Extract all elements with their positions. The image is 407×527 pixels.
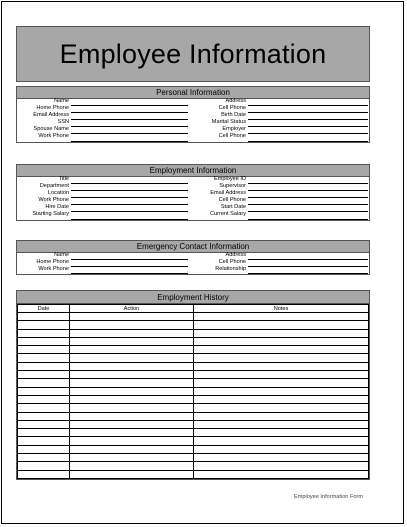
field-label: Address bbox=[225, 252, 246, 258]
field-row bbox=[193, 212, 369, 219]
field-row bbox=[17, 134, 193, 141]
field-label: Title bbox=[58, 176, 69, 182]
table-row bbox=[18, 371, 369, 379]
employment-information-heading: Employment Information bbox=[17, 165, 369, 177]
field-label: Name bbox=[54, 98, 69, 104]
field-label: Relationship bbox=[215, 266, 246, 273]
table-row bbox=[18, 445, 369, 453]
field-label: Work Phone bbox=[38, 133, 69, 140]
table-row bbox=[18, 470, 369, 478]
action-cell[interactable] bbox=[70, 395, 194, 403]
employment-left-column bbox=[17, 177, 193, 220]
field-label: Employer bbox=[222, 126, 246, 133]
notes-cell[interactable] bbox=[194, 313, 369, 321]
table-row bbox=[18, 354, 369, 362]
field-row bbox=[17, 212, 193, 219]
personal-right-column bbox=[193, 99, 369, 142]
action-cell[interactable] bbox=[70, 445, 194, 453]
action-cell[interactable] bbox=[70, 329, 194, 337]
table-row bbox=[18, 379, 369, 387]
employment-information-section bbox=[16, 164, 370, 221]
history-col-notes: Notes bbox=[194, 305, 369, 313]
history-col-date: Date bbox=[18, 305, 70, 313]
action-cell[interactable] bbox=[70, 437, 194, 445]
notes-cell[interactable] bbox=[194, 346, 369, 354]
field-label: Department bbox=[39, 183, 69, 190]
notes-cell[interactable] bbox=[194, 362, 369, 370]
date-cell[interactable] bbox=[18, 379, 70, 387]
personal-information-section bbox=[16, 86, 370, 143]
notes-cell[interactable] bbox=[194, 429, 369, 437]
notes-cell[interactable] bbox=[194, 321, 369, 329]
table-row bbox=[18, 395, 369, 403]
field-label: Birth Date bbox=[221, 112, 246, 119]
action-cell[interactable] bbox=[70, 420, 194, 428]
table-row bbox=[18, 337, 369, 345]
field-label: Marital Status bbox=[211, 119, 246, 126]
action-cell[interactable] bbox=[70, 313, 194, 321]
field-label: Cell Phone bbox=[218, 197, 246, 204]
notes-cell[interactable] bbox=[194, 420, 369, 428]
field-entry-line[interactable] bbox=[71, 273, 188, 274]
field-label: Location bbox=[47, 190, 69, 197]
notes-cell[interactable] bbox=[194, 445, 369, 453]
notes-cell[interactable] bbox=[194, 412, 369, 420]
field-row bbox=[17, 267, 193, 274]
field-entry-line[interactable] bbox=[71, 219, 188, 220]
field-label: Work Phone bbox=[38, 266, 69, 273]
table-row bbox=[18, 387, 369, 395]
date-cell[interactable] bbox=[18, 404, 70, 412]
table-row bbox=[18, 329, 369, 337]
field-label: Work Phone bbox=[38, 197, 69, 204]
field-label: Name bbox=[54, 252, 69, 258]
date-cell[interactable] bbox=[18, 437, 70, 445]
date-cell[interactable] bbox=[18, 329, 70, 337]
date-cell[interactable] bbox=[18, 462, 70, 470]
history-header-row bbox=[18, 305, 369, 313]
date-cell[interactable] bbox=[18, 313, 70, 321]
notes-cell[interactable] bbox=[194, 462, 369, 470]
personal-fields bbox=[17, 99, 369, 142]
action-cell[interactable] bbox=[70, 470, 194, 478]
notes-cell[interactable] bbox=[194, 354, 369, 362]
emergency-contact-heading: Emergency Contact Information bbox=[17, 241, 369, 253]
field-label: Address bbox=[225, 98, 246, 104]
table-row bbox=[18, 420, 369, 428]
date-cell[interactable] bbox=[18, 412, 70, 420]
employment-history-table bbox=[17, 304, 369, 479]
table-row bbox=[18, 454, 369, 462]
field-label: SSN bbox=[57, 119, 69, 126]
history-body bbox=[18, 313, 369, 479]
table-row bbox=[18, 313, 369, 321]
field-row bbox=[193, 106, 369, 113]
notes-cell[interactable] bbox=[194, 329, 369, 337]
action-cell[interactable] bbox=[70, 412, 194, 420]
action-cell[interactable] bbox=[70, 346, 194, 354]
action-cell[interactable] bbox=[70, 371, 194, 379]
date-cell[interactable] bbox=[18, 445, 70, 453]
table-row bbox=[18, 429, 369, 437]
field-label: Home Phone bbox=[36, 105, 69, 112]
field-entry-line[interactable] bbox=[248, 219, 368, 220]
field-row bbox=[193, 267, 369, 274]
date-cell[interactable] bbox=[18, 346, 70, 354]
date-cell[interactable] bbox=[18, 321, 70, 329]
field-row bbox=[17, 113, 193, 120]
table-row bbox=[18, 404, 369, 412]
field-row bbox=[193, 134, 369, 141]
notes-cell[interactable] bbox=[194, 395, 369, 403]
field-row bbox=[193, 120, 369, 127]
field-row bbox=[17, 184, 193, 191]
date-cell[interactable] bbox=[18, 387, 70, 395]
date-cell[interactable] bbox=[18, 371, 70, 379]
date-cell[interactable] bbox=[18, 395, 70, 403]
form-page bbox=[1, 1, 404, 524]
emergency-fields bbox=[17, 253, 369, 274]
field-row bbox=[193, 198, 369, 205]
table-row bbox=[18, 346, 369, 354]
table-row bbox=[18, 321, 369, 329]
action-cell[interactable] bbox=[70, 454, 194, 462]
table-row bbox=[18, 412, 369, 420]
notes-cell[interactable] bbox=[194, 470, 369, 478]
field-label: Current Salary bbox=[209, 211, 246, 218]
notes-cell[interactable] bbox=[194, 437, 369, 445]
field-entry-line[interactable] bbox=[248, 273, 368, 274]
personal-left-column bbox=[17, 99, 193, 142]
notes-cell[interactable] bbox=[194, 379, 369, 387]
table-row bbox=[18, 462, 369, 470]
field-row bbox=[17, 198, 193, 205]
notes-cell[interactable] bbox=[194, 371, 369, 379]
field-label: Starting Salary bbox=[32, 211, 69, 218]
field-label: Spouse Name bbox=[33, 126, 69, 133]
date-cell[interactable] bbox=[18, 362, 70, 370]
emergency-contact-section bbox=[16, 240, 370, 275]
form-title: Employee Information bbox=[16, 26, 370, 82]
field-entry-line[interactable] bbox=[71, 141, 188, 142]
action-cell[interactable] bbox=[70, 429, 194, 437]
emergency-left-column bbox=[17, 253, 193, 274]
employment-history-heading: Employment History bbox=[17, 291, 369, 304]
date-cell[interactable] bbox=[18, 429, 70, 437]
field-label: Email Address bbox=[33, 112, 69, 119]
action-cell[interactable] bbox=[70, 404, 194, 412]
action-cell[interactable] bbox=[70, 387, 194, 395]
date-cell[interactable] bbox=[18, 470, 70, 478]
field-label: Home Phone bbox=[36, 259, 69, 266]
field-label: Cell Phone bbox=[218, 105, 246, 112]
field-entry-line[interactable] bbox=[248, 141, 368, 142]
date-cell[interactable] bbox=[18, 354, 70, 362]
notes-cell[interactable] bbox=[194, 454, 369, 462]
field-label: Hire Date bbox=[45, 204, 69, 211]
action-cell[interactable] bbox=[70, 362, 194, 370]
field-label: Cell Phone bbox=[218, 133, 246, 140]
table-row bbox=[18, 437, 369, 445]
table-row bbox=[18, 362, 369, 370]
employment-history-section bbox=[16, 290, 370, 480]
field-label: Supervisor bbox=[219, 183, 246, 190]
form-footer: Employee Information Form bbox=[294, 494, 364, 500]
action-cell[interactable] bbox=[70, 354, 194, 362]
action-cell[interactable] bbox=[70, 462, 194, 470]
history-col-action: Action bbox=[70, 305, 194, 313]
emergency-right-column bbox=[193, 253, 369, 274]
date-cell[interactable] bbox=[18, 420, 70, 428]
action-cell[interactable] bbox=[70, 379, 194, 387]
field-label: Employee ID bbox=[213, 176, 246, 182]
date-cell[interactable] bbox=[18, 454, 70, 462]
date-cell[interactable] bbox=[18, 337, 70, 345]
field-label: Cell Phone bbox=[218, 259, 246, 266]
notes-cell[interactable] bbox=[194, 387, 369, 395]
employment-fields bbox=[17, 177, 369, 220]
action-cell[interactable] bbox=[70, 337, 194, 345]
action-cell[interactable] bbox=[70, 321, 194, 329]
employment-right-column bbox=[193, 177, 369, 220]
notes-cell[interactable] bbox=[194, 337, 369, 345]
field-label: Email Address bbox=[210, 190, 246, 197]
notes-cell[interactable] bbox=[194, 404, 369, 412]
field-label: Start Date bbox=[220, 204, 246, 211]
personal-information-heading: Personal Information bbox=[17, 87, 369, 99]
